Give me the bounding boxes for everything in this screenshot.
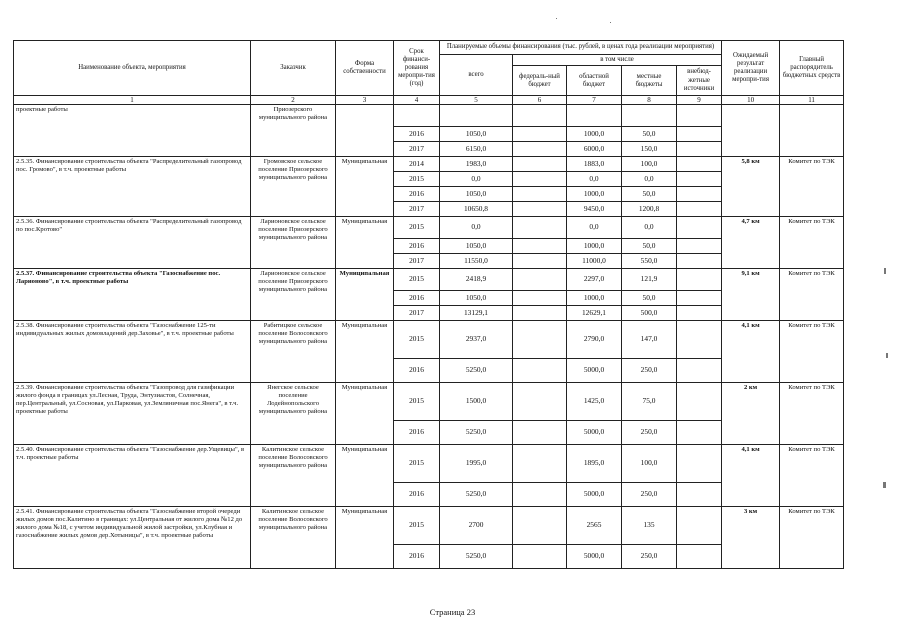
total-amount: 0,0 <box>440 172 513 187</box>
total-amount: 1050,0 <box>440 127 513 142</box>
regional-amount: 1000,0 <box>567 291 622 306</box>
expected-result: 2 км <box>722 383 780 445</box>
column-number: 11 <box>780 96 844 105</box>
ownership-form: Муниципальная <box>336 383 394 445</box>
total-amount <box>440 105 513 127</box>
federal-amount <box>513 105 567 127</box>
extra-budget-amount <box>677 445 722 483</box>
header-regional: областной бюджет <box>567 66 622 96</box>
customer: Ларионовское сельское поселение Приозерского муниципального района <box>251 217 336 269</box>
total-amount: 2418,9 <box>440 269 513 291</box>
federal-amount <box>513 187 567 202</box>
local-amount: 147,0 <box>622 321 677 359</box>
local-amount: 250,0 <box>622 359 677 383</box>
extra-budget-amount <box>677 291 722 306</box>
extra-budget-amount <box>677 507 722 545</box>
federal-amount <box>513 239 567 254</box>
expected-result: 4,1 км <box>722 321 780 383</box>
table-row <box>14 383 844 421</box>
financing-year: 2016 <box>394 239 440 254</box>
local-amount: 50,0 <box>622 127 677 142</box>
regional-amount: 5000,0 <box>567 483 622 507</box>
header-term: Срок финанси-рования меропри-тия (год) <box>394 41 440 96</box>
header-manager: Главный распорядитель бюджетных средств <box>780 41 844 96</box>
ownership-form: Муниципальная <box>336 157 394 217</box>
federal-amount <box>513 269 567 291</box>
financing-year: 2017 <box>394 202 440 217</box>
federal-amount <box>513 202 567 217</box>
local-amount: 250,0 <box>622 421 677 445</box>
financing-table <box>13 40 844 569</box>
object-name: 2.5.38. Финансирование строительства объекта "Газоснабжение 125-ти индивидуальных жилых домовладений дер.Заховье", в т.ч. проектные работы <box>14 321 251 383</box>
extra-budget-amount <box>677 127 722 142</box>
table-row <box>14 217 844 239</box>
expected-result: 3 км <box>722 507 780 569</box>
total-amount: 1983,0 <box>440 157 513 172</box>
total-amount: 5250,0 <box>440 545 513 569</box>
table-row <box>14 157 844 172</box>
regional-amount: 5000,0 <box>567 421 622 445</box>
total-amount: 11550,0 <box>440 254 513 269</box>
regional-amount: 9450,0 <box>567 202 622 217</box>
financing-year: 2017 <box>394 142 440 157</box>
federal-amount <box>513 217 567 239</box>
budget-manager: Комитет по ТЭК <box>780 321 844 383</box>
scan-speck <box>883 482 886 488</box>
local-amount: 135 <box>622 507 677 545</box>
table-row <box>14 507 844 545</box>
budget-manager: Комитет по ТЭК <box>780 157 844 217</box>
financing-year: 2015 <box>394 172 440 187</box>
ownership-form: Муниципальная <box>336 445 394 507</box>
regional-amount: 1000,0 <box>567 239 622 254</box>
scan-speck <box>556 18 557 19</box>
scan-speck <box>610 22 611 23</box>
header-name: Наименование объекта, мероприятия <box>14 41 251 96</box>
federal-amount <box>513 483 567 507</box>
financing-year: 2015 <box>394 321 440 359</box>
total-amount: 1995,0 <box>440 445 513 483</box>
customer: Калитинское сельское поселение Волосовского муниципального района <box>251 445 336 507</box>
local-amount: 550,0 <box>622 254 677 269</box>
customer: Приозерского муниципального района <box>251 105 336 157</box>
federal-amount <box>513 306 567 321</box>
financing-year: 2015 <box>394 445 440 483</box>
budget-manager <box>780 105 844 157</box>
total-amount: 0,0 <box>440 217 513 239</box>
header-federal: федераль-ный бюджет <box>513 66 567 96</box>
header-ownership: Форма собственности <box>336 41 394 96</box>
financing-year: 2016 <box>394 421 440 445</box>
column-number: 4 <box>394 96 440 105</box>
total-amount: 1050,0 <box>440 239 513 254</box>
extra-budget-amount <box>677 545 722 569</box>
federal-amount <box>513 445 567 483</box>
scan-speck <box>884 268 886 274</box>
financing-year <box>394 105 440 127</box>
object-name: 2.5.41. Финансирование строительства объекта "Газоснабжение второй очереди жилых домов пос.Калитино в границах: ул.Центральная от жилого дома №12 до жилого дома №18, с учетом индивидуальной жилой застройки, ул.Клубная и газоснабжение жилых домов дер.Хотыницы", в т.ч. проектные работы <box>14 507 251 569</box>
extra-budget-amount <box>677 483 722 507</box>
federal-amount <box>513 127 567 142</box>
extra-budget-amount <box>677 359 722 383</box>
regional-amount: 6000,0 <box>567 142 622 157</box>
federal-amount <box>513 545 567 569</box>
regional-amount: 1883,0 <box>567 157 622 172</box>
total-amount: 2937,0 <box>440 321 513 359</box>
regional-amount: 12629,1 <box>567 306 622 321</box>
object-name: 2.5.36. Финансирование строительства объекта "Распределительный газопровод по пос.Кротово" <box>14 217 251 269</box>
ownership-form: Муниципальная <box>336 321 394 383</box>
extra-budget-amount <box>677 269 722 291</box>
extra-budget-amount <box>677 421 722 445</box>
total-amount: 1050,0 <box>440 187 513 202</box>
header-customer: Заказчик <box>251 41 336 96</box>
expected-result: 4,7 км <box>722 217 780 269</box>
extra-budget-amount <box>677 157 722 172</box>
total-amount: 5250,0 <box>440 359 513 383</box>
financing-year: 2017 <box>394 306 440 321</box>
customer: Янегское сельское поселение Лодейнопольского муниципального района <box>251 383 336 445</box>
financing-year: 2014 <box>394 157 440 172</box>
total-amount: 5250,0 <box>440 421 513 445</box>
financing-year: 2016 <box>394 291 440 306</box>
regional-amount <box>567 105 622 127</box>
column-number-row <box>14 96 844 105</box>
local-amount: 100,0 <box>622 157 677 172</box>
regional-amount: 11000,0 <box>567 254 622 269</box>
ownership-form: Муниципальная <box>336 507 394 569</box>
regional-amount: 2565 <box>567 507 622 545</box>
table-row <box>14 321 844 359</box>
expected-result: 5,8 км <box>722 157 780 217</box>
extra-budget-amount <box>677 383 722 421</box>
local-amount: 100,0 <box>622 445 677 483</box>
regional-amount: 0,0 <box>567 217 622 239</box>
customer: Калитинское сельское поселение Волосовского муниципального района <box>251 507 336 569</box>
federal-amount <box>513 142 567 157</box>
financing-year: 2015 <box>394 507 440 545</box>
federal-amount <box>513 421 567 445</box>
budget-manager: Комитет по ТЭК <box>780 217 844 269</box>
header-incl: в том числе <box>513 55 722 66</box>
local-amount: 150,0 <box>622 142 677 157</box>
ownership-form: Муниципальная <box>336 217 394 269</box>
ownership-form: Муниципальная <box>336 269 394 321</box>
total-amount: 1050,0 <box>440 291 513 306</box>
financing-year: 2017 <box>394 254 440 269</box>
regional-amount: 5000,0 <box>567 545 622 569</box>
expected-result <box>722 105 780 157</box>
budget-manager: Комитет по ТЭК <box>780 445 844 507</box>
regional-amount: 2297,0 <box>567 269 622 291</box>
total-amount: 6150,0 <box>440 142 513 157</box>
financing-year: 2016 <box>394 483 440 507</box>
scan-speck <box>886 353 888 358</box>
column-number: 6 <box>513 96 567 105</box>
header-total: всего <box>440 55 513 96</box>
column-number: 5 <box>440 96 513 105</box>
table-body <box>14 105 844 569</box>
local-amount: 75,0 <box>622 383 677 421</box>
local-amount: 0,0 <box>622 172 677 187</box>
regional-amount: 1000,0 <box>567 187 622 202</box>
regional-amount: 5000,0 <box>567 359 622 383</box>
federal-amount <box>513 157 567 172</box>
object-name: 2.5.37. Финансирование строительства объекта "Газоснабжение пос. Ларионово", в т.ч. проектные работы <box>14 269 251 321</box>
expected-result: 9,1 км <box>722 269 780 321</box>
federal-amount <box>513 383 567 421</box>
federal-amount <box>513 507 567 545</box>
financing-year: 2016 <box>394 359 440 383</box>
financing-year: 2016 <box>394 187 440 202</box>
expected-result: 4,1 км <box>722 445 780 507</box>
table-row <box>14 269 844 291</box>
regional-amount: 0,0 <box>567 172 622 187</box>
customer: Ларионовское сельское поселение Приозерского муниципального района <box>251 269 336 321</box>
column-number: 10 <box>722 96 780 105</box>
extra-budget-amount <box>677 187 722 202</box>
local-amount: 121,9 <box>622 269 677 291</box>
regional-amount: 1425,0 <box>567 383 622 421</box>
table-row <box>14 445 844 483</box>
extra-budget-amount <box>677 217 722 239</box>
column-number: 9 <box>677 96 722 105</box>
ownership-form <box>336 105 394 157</box>
column-number: 2 <box>251 96 336 105</box>
column-number: 1 <box>14 96 251 105</box>
financing-year: 2015 <box>394 217 440 239</box>
financing-year: 2015 <box>394 269 440 291</box>
local-amount: 1200,8 <box>622 202 677 217</box>
local-amount: 0,0 <box>622 217 677 239</box>
extra-budget-amount <box>677 239 722 254</box>
local-amount: 50,0 <box>622 187 677 202</box>
budget-manager: Комитет по ТЭК <box>780 269 844 321</box>
header-expected: Ожидаемый результат реализации меропри-тия <box>722 41 780 96</box>
federal-amount <box>513 359 567 383</box>
regional-amount: 1000,0 <box>567 127 622 142</box>
page-footer: Страница 23 <box>429 607 476 617</box>
header-local: местные бюджеты <box>622 66 677 96</box>
budget-manager: Комитет по ТЭК <box>780 383 844 445</box>
total-amount: 10650,8 <box>440 202 513 217</box>
financing-year: 2015 <box>394 383 440 421</box>
extra-budget-amount <box>677 254 722 269</box>
total-amount: 2700 <box>440 507 513 545</box>
federal-amount <box>513 172 567 187</box>
column-number: 7 <box>567 96 622 105</box>
column-number: 3 <box>336 96 394 105</box>
total-amount: 5250,0 <box>440 483 513 507</box>
local-amount: 50,0 <box>622 239 677 254</box>
table-row <box>14 105 844 127</box>
extra-budget-amount <box>677 306 722 321</box>
customer: Рабитицкое сельское поселение Волосовского муниципального района <box>251 321 336 383</box>
column-number: 8 <box>622 96 677 105</box>
object-name: 2.5.35. Финансирование строительства объекта "Распределительный газопровод пос. Громово", в т.ч. проектные работы <box>14 157 251 217</box>
local-amount: 50,0 <box>622 291 677 306</box>
financing-year: 2016 <box>394 545 440 569</box>
local-amount: 250,0 <box>622 545 677 569</box>
extra-budget-amount <box>677 105 722 127</box>
extra-budget-amount <box>677 202 722 217</box>
budget-manager: Комитет по ТЭК <box>780 507 844 569</box>
federal-amount <box>513 254 567 269</box>
object-name: 2.5.39. Финансирование строительства объекта "Газопровод для газификации жилого фонда в границах ул.Лесная, Труда, Энтузиастов, Солнечная, пер.Центральный, ул.Сосновая, ул.Парковая, ул.Земляничная пос.Янега", в т.ч. проектные работы <box>14 383 251 445</box>
local-amount: 500,0 <box>622 306 677 321</box>
object-name: 2.5.40. Финансирование строительства объекта "Газоснабжение дер.Ущевицы", в т.ч. проектные работы <box>14 445 251 507</box>
regional-amount: 2790,0 <box>567 321 622 359</box>
extra-budget-amount <box>677 142 722 157</box>
federal-amount <box>513 291 567 306</box>
total-amount: 1500,0 <box>440 383 513 421</box>
local-amount: 250,0 <box>622 483 677 507</box>
federal-amount <box>513 321 567 359</box>
object-name: проектные работы <box>14 105 251 157</box>
extra-budget-amount <box>677 172 722 187</box>
extra-budget-amount <box>677 321 722 359</box>
total-amount: 13129,1 <box>440 306 513 321</box>
local-amount <box>622 105 677 127</box>
header-extra: внебюд-жетные источники <box>677 66 722 96</box>
customer: Громовское сельское поселение Приозерского муниципального района <box>251 157 336 217</box>
regional-amount: 1895,0 <box>567 445 622 483</box>
header-planned: Планируемые объемы финансирования (тыс. рублей, в ценах года реализации мероприятия) <box>440 41 722 55</box>
financing-year: 2016 <box>394 127 440 142</box>
